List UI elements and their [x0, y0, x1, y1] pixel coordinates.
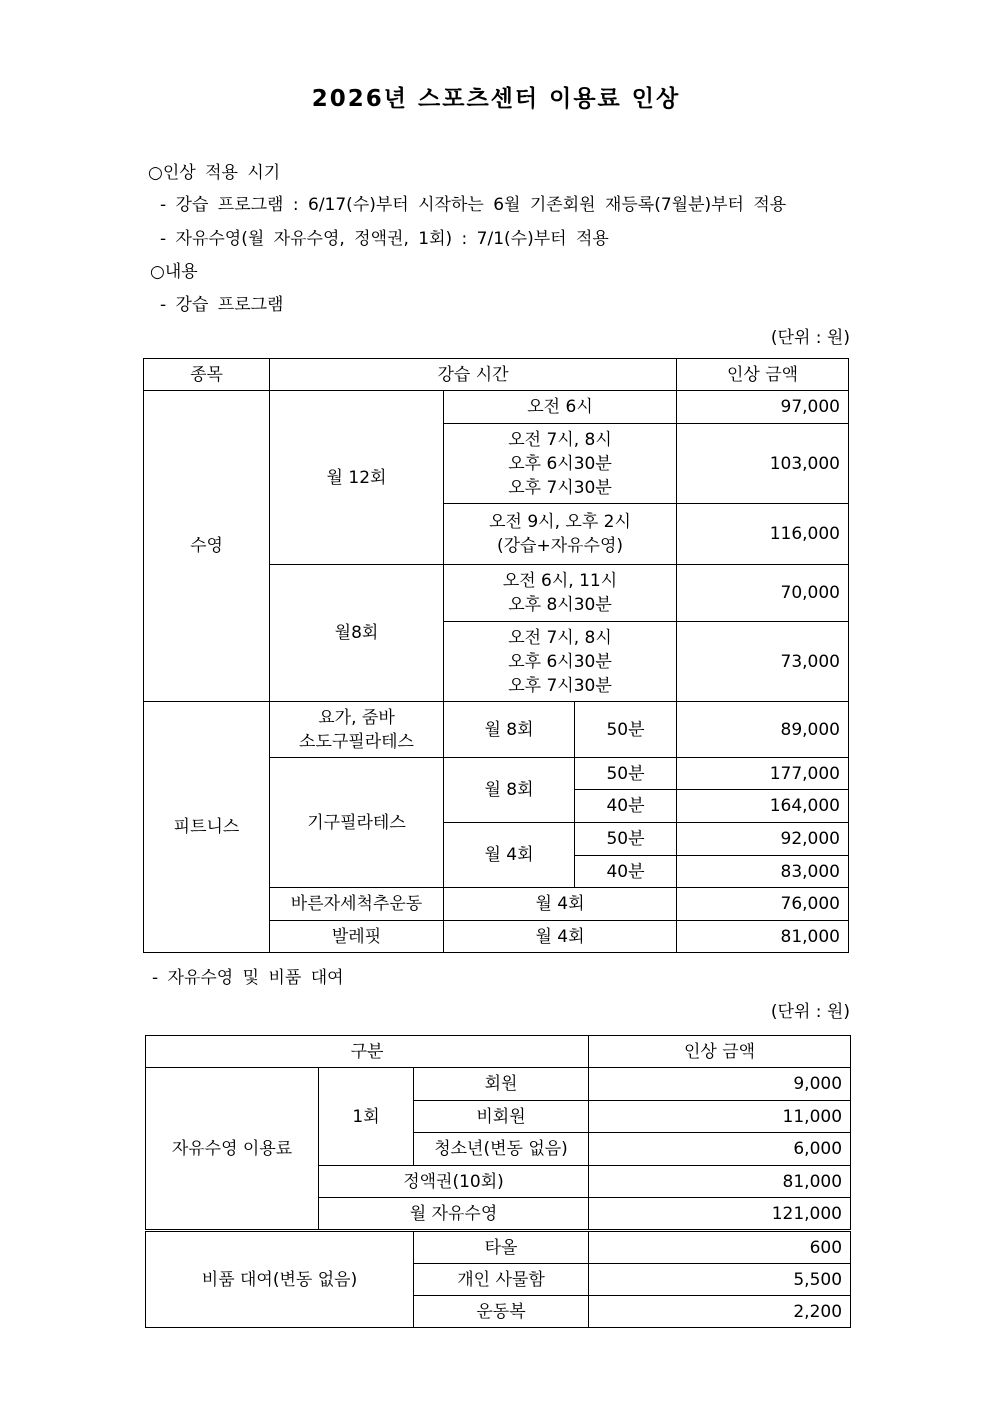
price: 116,000 [677, 504, 849, 565]
swim-8-label: 월8회 [270, 565, 444, 702]
frequency: 월 4회 [444, 921, 677, 953]
price: 70,000 [677, 565, 849, 622]
program-name: 발레핏 [270, 921, 444, 953]
price: 5,500 [589, 1264, 851, 1296]
class-time: 오전 7시, 8시 오후 6시30분 오후 7시30분 [444, 424, 677, 504]
table-row [144, 702, 849, 758]
table-row [146, 1231, 851, 1264]
program-fee-table [143, 358, 849, 953]
category-swim: 수영 [144, 391, 270, 702]
header-new-price: 인상 금액 [589, 1036, 851, 1068]
period-heading: ○인상 적용 시기 [148, 163, 281, 183]
category-fitness: 피트니스 [144, 702, 270, 953]
swim-12-label: 월 12회 [270, 391, 444, 565]
content-heading: ○내용 [150, 262, 198, 282]
duration: 50분 [575, 758, 677, 790]
rental-label: 비품 대여(변동 없음) [146, 1231, 414, 1328]
header-class-time: 강습 시간 [270, 359, 677, 391]
rental-item: 타올 [414, 1231, 589, 1264]
frequency: 월 4회 [444, 823, 575, 888]
free-swim-label: 자유수영 이용료 [146, 1068, 319, 1231]
price: 81,000 [589, 1166, 851, 1198]
page-title: 2026년 스포츠센터 이용료 인상 [311, 86, 681, 112]
price: 73,000 [677, 622, 849, 702]
duration: 50분 [575, 702, 677, 758]
price: 81,000 [677, 921, 849, 953]
price: 9,000 [589, 1068, 851, 1101]
frequency: 월 4회 [444, 888, 677, 921]
rental-item: 개인 사물함 [414, 1264, 589, 1296]
price: 2,200 [589, 1296, 851, 1328]
free-swim-fee-table [145, 1035, 851, 1328]
header-new-price: 인상 금액 [677, 359, 849, 391]
price: 177,000 [677, 758, 849, 790]
duration: 40분 [575, 790, 677, 823]
price: 600 [589, 1231, 851, 1264]
period-line-program: - 강습 프로그램 : 6/17(수)부터 시작하는 6월 기존회원 재등록(7월분)부터 적용 [160, 195, 787, 215]
monthly-free-swim-label: 월 자유수영 [319, 1198, 589, 1231]
header-category: 종목 [144, 359, 270, 391]
price: 89,000 [677, 702, 849, 758]
unit-label: (단위 : 원) [770, 1002, 850, 1022]
ticket-label: 정액권(10회) [319, 1166, 589, 1198]
period-line-free-swim: - 자유수영(월 자유수영, 정액권, 1회) : 7/1(수)부터 적용 [160, 229, 609, 249]
program-name: 요가, 줌바 소도구필라테스 [270, 702, 444, 758]
frequency: 월 8회 [444, 758, 575, 823]
unit-label: (단위 : 원) [770, 328, 850, 348]
duration: 40분 [575, 856, 677, 888]
duration: 50분 [575, 823, 677, 856]
price: 97,000 [677, 391, 849, 424]
class-time: 오전 6시 [444, 391, 677, 424]
price: 11,000 [589, 1101, 851, 1133]
price: 76,000 [677, 888, 849, 921]
frequency: 월 8회 [444, 702, 575, 758]
program-name: 바른자세척추운동 [270, 888, 444, 921]
table-row [144, 391, 849, 424]
class-time: 오전 7시, 8시 오후 6시30분 오후 7시30분 [444, 622, 677, 702]
rental-item: 운동복 [414, 1296, 589, 1328]
program-name: 기구필라테스 [270, 758, 444, 888]
class-time: 오전 9시, 오후 2시 (강습+자유수영) [444, 504, 677, 565]
price: 83,000 [677, 856, 849, 888]
price: 121,000 [589, 1198, 851, 1231]
price: 164,000 [677, 790, 849, 823]
single-visit-label: 1회 [319, 1068, 414, 1166]
visitor-type: 청소년(변동 없음) [414, 1133, 589, 1166]
price: 6,000 [589, 1133, 851, 1166]
free-swim-heading: - 자유수영 및 비품 대여 [152, 968, 344, 988]
visitor-type: 회원 [414, 1068, 589, 1101]
table-row [146, 1068, 851, 1101]
visitor-type: 비회원 [414, 1101, 589, 1133]
price: 103,000 [677, 424, 849, 504]
program-heading: - 강습 프로그램 [160, 295, 284, 315]
header-type: 구분 [146, 1036, 589, 1068]
class-time: 오전 6시, 11시 오후 8시30분 [444, 565, 677, 622]
price: 92,000 [677, 823, 849, 856]
